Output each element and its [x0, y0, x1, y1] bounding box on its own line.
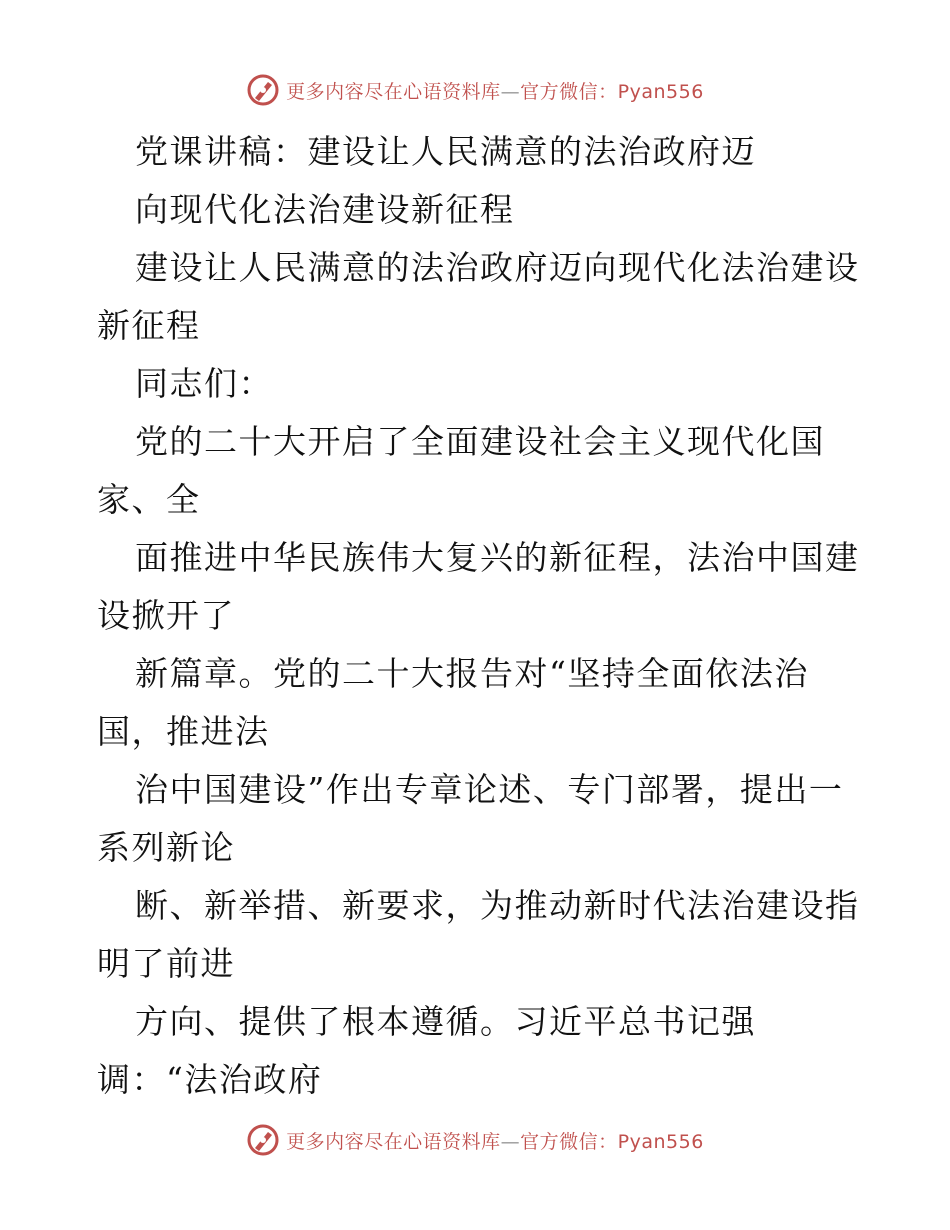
banner-wechat: 官方微信：Pyan556 [520, 80, 704, 103]
footer-banner-content [246, 1123, 704, 1157]
banner-site-name: 更多内容尽在心语资料库 [286, 1130, 501, 1153]
paragraph-line: 建设让人民满意的法治政府迈向现代化法治建设 [135, 248, 860, 287]
paragraph-line: 治中国建设”作出专章论述、专门部署，提出一 [135, 770, 844, 809]
footer-banner-text [286, 1127, 704, 1154]
title-line-1: 党课讲稿：建设让人民满意的法治政府迈 [135, 132, 756, 171]
document-body [0, 123, 950, 1109]
paragraph-line: 设掀开了 [97, 596, 235, 635]
paragraph-line: 国，推进法 [97, 712, 270, 751]
title-line-2: 向现代化法治建设新征程 [135, 190, 515, 229]
footer-banner [0, 1120, 950, 1160]
header-banner [0, 70, 950, 110]
banner-wechat: 官方微信：Pyan556 [520, 1130, 704, 1153]
paragraph-line: 新征程 [97, 306, 201, 345]
header-banner-text [286, 77, 704, 104]
paragraph-line: 调：“法治政府 [97, 1060, 323, 1099]
paragraph-line: 家、全 [97, 480, 201, 519]
paragraph-line: 面推进中华民族伟大复兴的新征程，法治中国建 [135, 538, 860, 577]
pen-circle-logo-icon [246, 73, 280, 107]
paragraph-line: 新篇章。党的二十大报告对“坚持全面依法治 [135, 654, 809, 693]
header-banner-content [246, 73, 704, 107]
paragraph-line: 党的二十大开启了全面建设社会主义现代化国 [135, 422, 825, 461]
paragraph-line: 方向、提供了根本遵循。习近平总书记强 [135, 1002, 756, 1041]
salutation-line: 同志们： [135, 364, 273, 403]
banner-site-name: 更多内容尽在心语资料库 [286, 80, 501, 103]
pen-circle-logo-icon [246, 1123, 280, 1157]
paragraph-line: 明了前进 [97, 944, 235, 983]
paragraph-line: 断、新举措、新要求，为推动新时代法治建设指 [135, 886, 860, 925]
paragraph-line: 系列新论 [97, 828, 235, 867]
banner-separator: — [500, 80, 521, 103]
banner-separator: — [500, 1130, 521, 1153]
